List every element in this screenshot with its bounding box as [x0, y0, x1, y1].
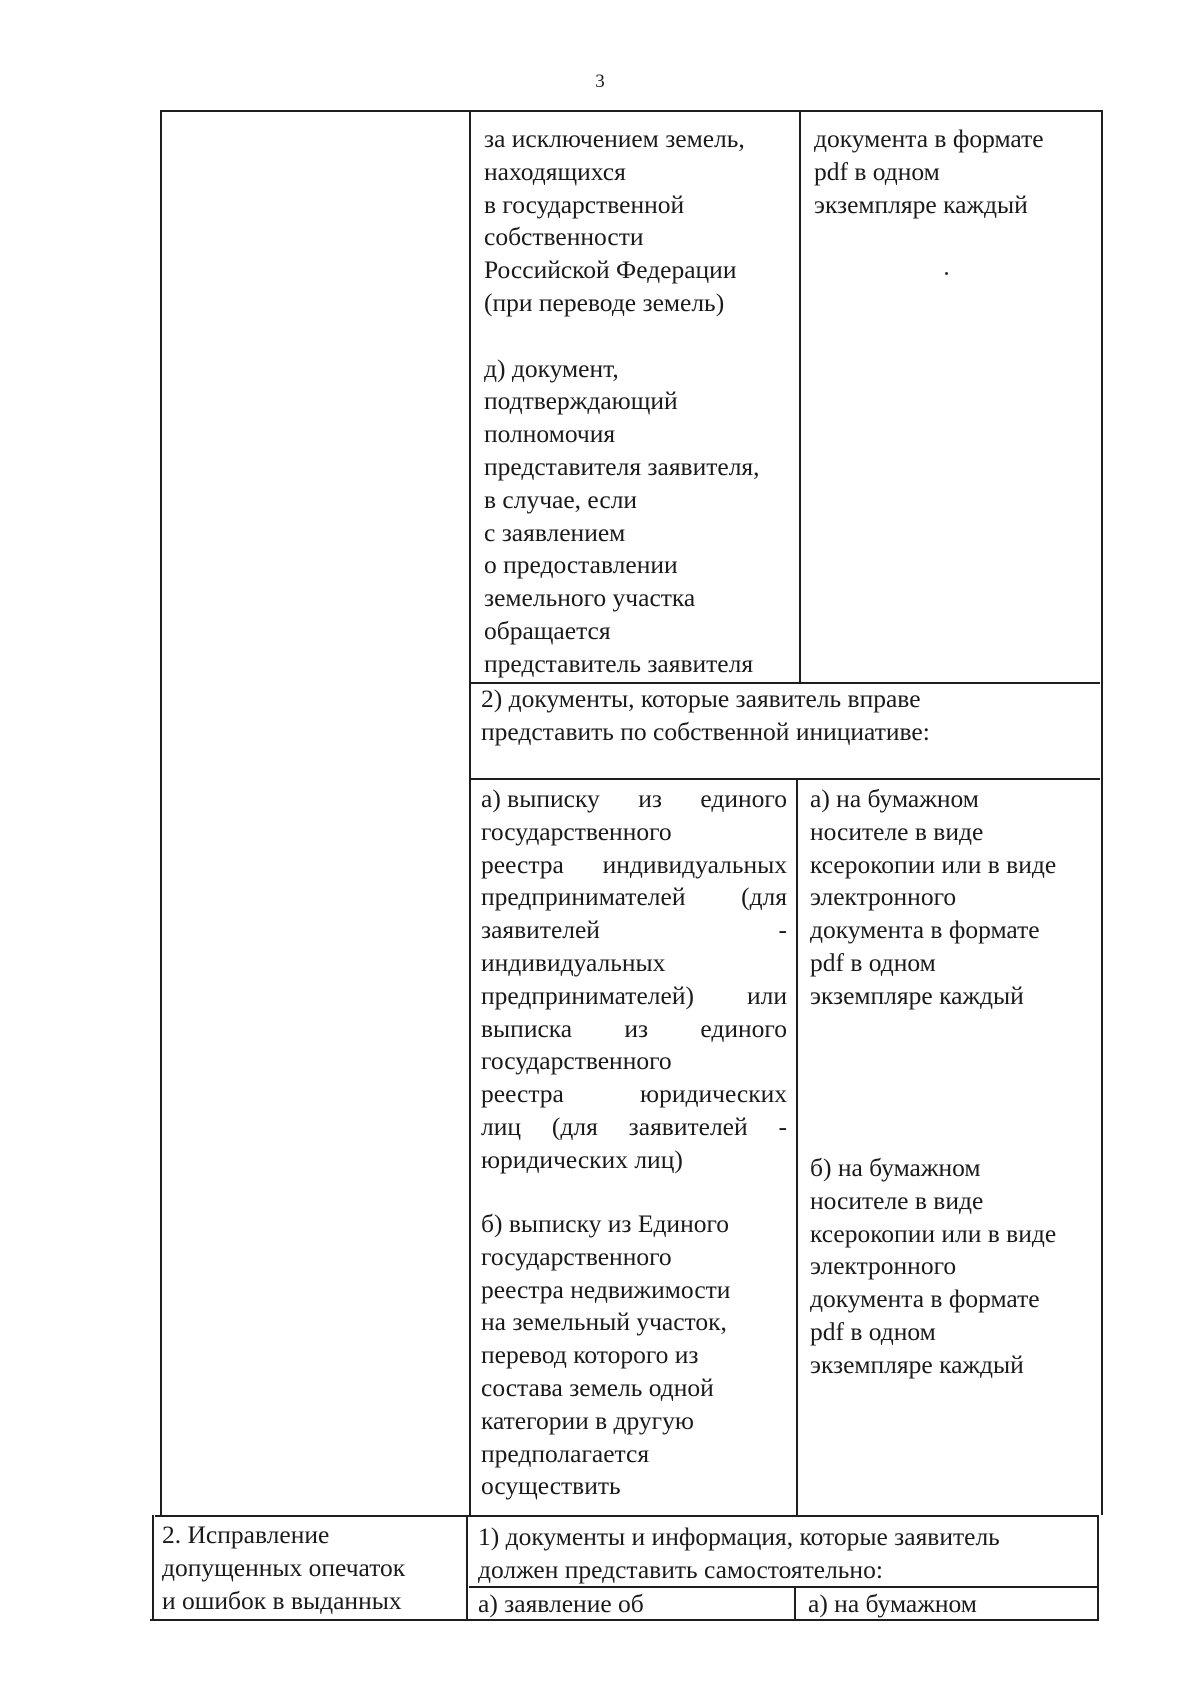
- document-line: в случае, если: [484, 484, 638, 514]
- service-column-border: [469, 110, 471, 1515]
- document-line: [481, 849, 787, 882]
- document-line: [481, 1144, 787, 1177]
- document-column-border-middle: [796, 778, 798, 1515]
- form-line: экземпляре каждый: [814, 189, 1028, 219]
- word: -: [778, 915, 787, 945]
- form-line: ксерокопии или в виде: [810, 1218, 1057, 1248]
- header-line: должен представить самостоятельно:: [478, 1554, 883, 1584]
- document-line: состава земель одной: [481, 1372, 714, 1402]
- document-line: (при переводе земель): [484, 287, 725, 317]
- word: государственного: [481, 1046, 672, 1076]
- table-right-border-lower: [1097, 1515, 1099, 1621]
- correction-service-name: [162, 1519, 405, 1617]
- document-line: государственного: [481, 1241, 672, 1271]
- document-line: [481, 816, 787, 849]
- document-line: о предоставлении: [484, 550, 678, 580]
- document-line: [481, 1111, 787, 1144]
- form-line: носителе в виде: [810, 816, 984, 846]
- word: реестра: [481, 1079, 564, 1109]
- voluntary-documents-header: [481, 683, 930, 749]
- document-line: земельного участка: [484, 583, 696, 613]
- document-line: перевод которого из: [481, 1340, 699, 1370]
- word: единого: [700, 1013, 787, 1043]
- word: предпринимателей): [481, 980, 694, 1010]
- word: заявителей: [481, 915, 600, 945]
- table-right-border: [1101, 110, 1103, 1515]
- document-line: полномочия: [484, 419, 616, 449]
- form-line: pdf в одном: [810, 1316, 936, 1346]
- service-line: 2. Исправление: [162, 1520, 330, 1549]
- form-line: а) на бумажном: [810, 784, 979, 813]
- form-line: pdf в одном: [810, 947, 936, 977]
- form-line: электронного: [810, 1251, 957, 1281]
- word: выписка: [481, 1013, 573, 1043]
- document-line: осуществить: [481, 1471, 621, 1501]
- form-line: документа в формате: [810, 1284, 1040, 1314]
- document-line: [481, 1045, 787, 1078]
- document-line: за исключением земель,: [484, 124, 745, 153]
- document-column-border-upper: [799, 110, 801, 682]
- document-line: на земельный участок,: [481, 1307, 727, 1337]
- voluntary-item-a-cell: [481, 783, 787, 1177]
- form-line: экземпляре каждый: [810, 980, 1024, 1010]
- document-line: с заявлением: [484, 517, 626, 547]
- word: юридических лиц): [481, 1144, 683, 1174]
- document-line: [484, 320, 760, 353]
- voluntary-form-a-cell: [810, 783, 1056, 1013]
- document-line: категории в другую: [481, 1405, 694, 1435]
- scan-speck: [945, 272, 948, 275]
- word: государственного: [481, 816, 672, 846]
- correction-form-a-start: а) на бумажном: [808, 1589, 977, 1618]
- word: из: [624, 1013, 649, 1043]
- form-line: электронного: [810, 882, 957, 912]
- form-line: экземпляре каждый: [810, 1349, 1024, 1379]
- word: заявителей: [628, 1111, 748, 1141]
- document-line: [481, 1013, 787, 1046]
- header-line: 1) документы и информация, которые заявитель: [478, 1522, 1000, 1551]
- word: а) выписку: [481, 784, 600, 813]
- form-line: носителе в виде: [810, 1185, 984, 1215]
- word: лиц: [481, 1111, 522, 1141]
- form-line: ксерокопии или в виде: [810, 849, 1057, 879]
- document-line: [481, 914, 787, 947]
- word: юридических: [640, 1079, 787, 1109]
- document-line: [481, 783, 787, 816]
- document-line: реестра недвижимости: [481, 1274, 731, 1304]
- word: единого: [700, 784, 787, 813]
- form-line: pdf в одном: [814, 156, 940, 186]
- required-documents-header: [478, 1521, 1000, 1587]
- document-line: б) выписку из Единого: [481, 1209, 730, 1238]
- continuation-document-cell: [484, 123, 760, 681]
- form-line: б) на бумажном: [810, 1153, 981, 1182]
- word: индивидуальных: [602, 849, 787, 879]
- document-line: собственности: [484, 222, 644, 252]
- form-line: документа в формате: [810, 915, 1040, 945]
- word: индивидуальных: [481, 947, 666, 977]
- word: (для: [551, 1111, 598, 1141]
- document-line: [481, 980, 787, 1013]
- word: реестра: [481, 849, 564, 879]
- table-left-border-lower: [152, 1515, 154, 1621]
- table-top-border: [162, 110, 1103, 112]
- voluntary-header-bottom-border: [471, 778, 1100, 780]
- document-line: Российской Федерации: [484, 255, 737, 285]
- document-line: предполагается: [481, 1438, 650, 1468]
- correction-item-a-start: а) заявление об: [478, 1589, 644, 1618]
- table-left-border: [160, 110, 162, 1515]
- document-line: подтверждающий: [484, 386, 678, 416]
- document-line: обращается: [484, 615, 611, 645]
- document-line: в государственной: [484, 189, 685, 219]
- service-column-border-lower: [466, 1515, 468, 1621]
- document-line: [481, 947, 787, 980]
- page-number: 3: [595, 71, 605, 92]
- header-line: 2) документы, которые заявитель вправе: [481, 684, 921, 713]
- service-line: допущенных опечаток: [162, 1552, 406, 1582]
- voluntary-form-b-cell: [810, 1152, 1056, 1382]
- document-line: находящихся: [484, 156, 626, 186]
- word: из: [638, 784, 662, 813]
- document-line: [481, 1078, 787, 1111]
- header-line: представить по собственной инициативе:: [481, 716, 930, 746]
- correction-row-top-border: [155, 1515, 1099, 1517]
- document-line: д) документ,: [484, 353, 619, 383]
- document-column-border-lower: [794, 1586, 796, 1621]
- document-line: [481, 881, 787, 914]
- service-line: и ошибок в выданных: [162, 1585, 402, 1615]
- document-line: представителя заявителя,: [484, 451, 760, 481]
- document-line: представитель заявителя: [484, 648, 754, 678]
- word: (для: [741, 882, 787, 912]
- word: -: [778, 1111, 787, 1141]
- word: предпринимателей: [481, 882, 686, 912]
- continuation-form-cell: [814, 123, 1044, 221]
- voluntary-item-b-cell: [481, 1208, 730, 1503]
- form-line: документа в формате: [814, 124, 1044, 153]
- word: или: [746, 980, 787, 1010]
